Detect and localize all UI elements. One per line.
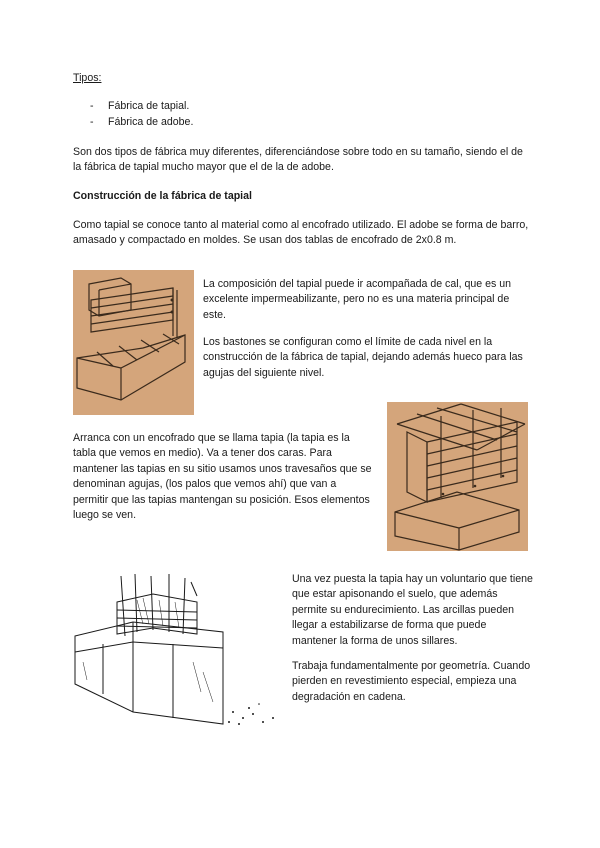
section-paragraph: Como tapial se conoce tanto al material como al encofrado utilizado. El adobe se forma de barro, amasado y compactado en moldes. Se usan dos tablas de encofrado de 2x0.8 m. — [73, 219, 529, 247]
block3-paragraph-1: Una vez puesta la tapia hay un voluntario que tiene que estar apisonando el suelo, que además permite su endurecimiento. Las arcillas pueden llegar a estabilizarse de forma que puede mantener la forma de unos sillares. — [292, 573, 533, 647]
list-item-text: Fábrica de tapial. — [108, 100, 190, 112]
tipos-heading: Tipos: — [73, 72, 102, 84]
tapia-needles-illustration — [387, 402, 528, 551]
block3-paragraph-2: Trabaja fundamentalmente por geometría. Cuando pierden en revestimiento especial, empieza una degradación en cadena. — [292, 660, 531, 703]
bullet: - — [90, 100, 94, 112]
intro-paragraph: Son dos tipos de fábrica muy diferentes, diferenciándose sobre todo en su tamaño, siendo el de la fábrica de tapial mucho mayor que el de la de adobe. — [73, 146, 523, 174]
rammed-earth-wall-drawing — [73, 572, 283, 732]
tapial-formwork-illustration — [73, 270, 194, 415]
block1-paragraph-2: Los bastones se configuran como el límite de cada nivel en la construcción de la fábrica de tapial, dejando además hueco para las agujas del siguiente nivel. — [203, 336, 523, 379]
section-heading: Construcción de la fábrica de tapial — [73, 190, 252, 202]
block1-paragraph-1: La composición del tapial puede ir acompañada de cal, que es un excelente impermeabilizante, pero no es una materia principal de este. — [203, 278, 512, 321]
block2-paragraph: Arranca con un encofrado que se llama tapia (la tapia es la tabla que vemos en medio). Va a tener dos caras. Para mantener las tapias en su sitio usamos unos travesaños que se denominan agujas, (los palos que vemos ahí) que van a permitir que las tapias mantengan su posición. Esos elementos luego se ven. — [73, 432, 372, 522]
list-item-text: Fábrica de adobe. — [108, 116, 194, 128]
bullet: - — [90, 116, 94, 128]
